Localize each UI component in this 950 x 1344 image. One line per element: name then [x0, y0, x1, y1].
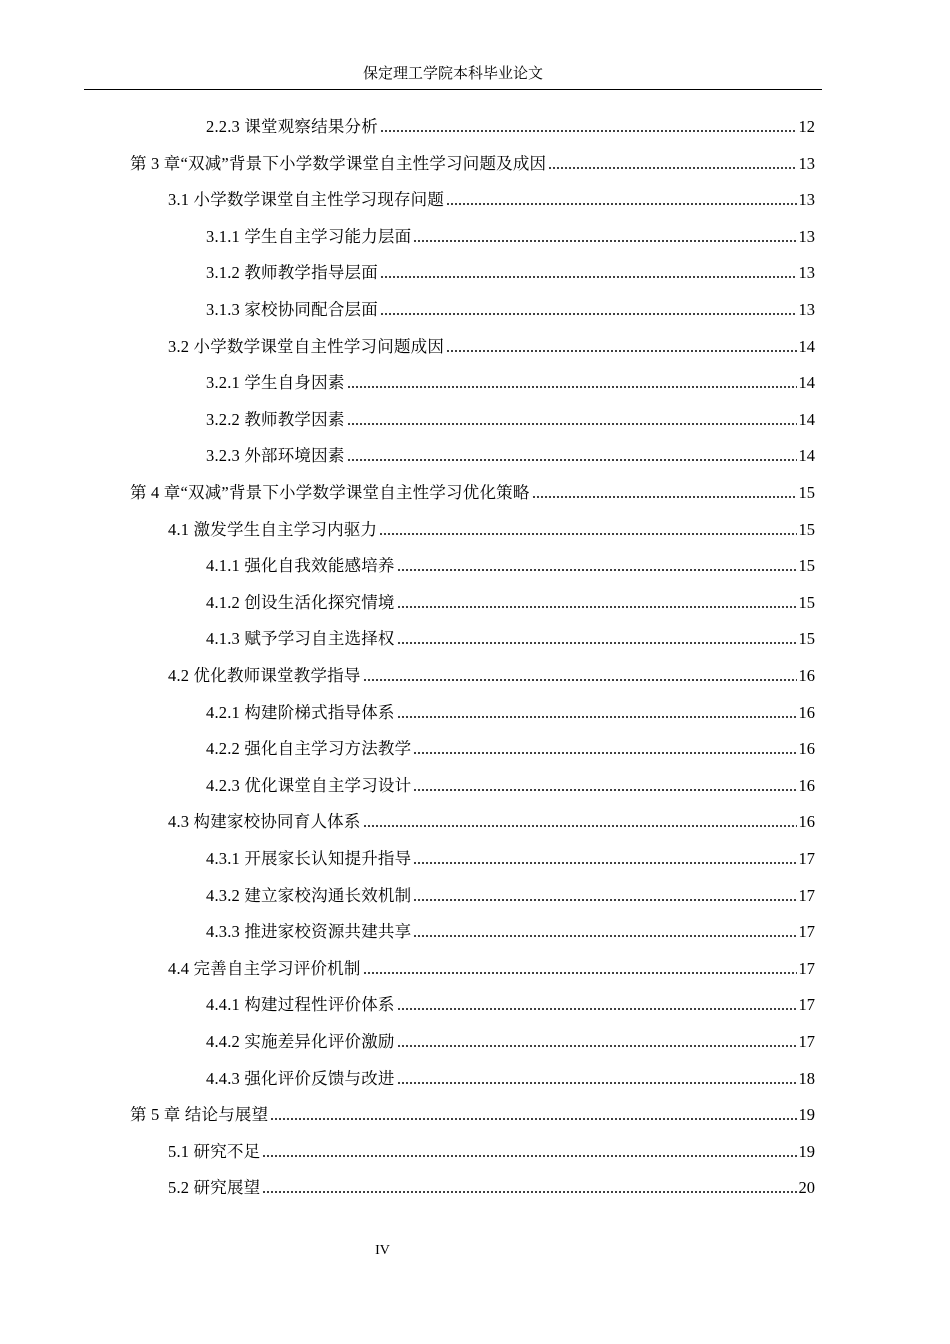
- toc-entry[interactable]: [206, 990, 815, 1016]
- toc-entry-page: 19: [798, 1105, 815, 1125]
- toc-entry-label: 3.1.2 教师教学指导层面: [206, 263, 378, 283]
- toc-entry-label: 4.2.3 优化课堂自主学习设计: [206, 775, 412, 795]
- toc-dot-leader: [413, 859, 796, 865]
- toc-entry-page: 16: [798, 702, 815, 722]
- toc-entry-page: 16: [798, 739, 815, 759]
- toc-entry[interactable]: [168, 185, 815, 211]
- toc-entry-page: 16: [798, 775, 815, 795]
- toc-dot-leader: [397, 566, 797, 572]
- toc-entry-page: 15: [798, 592, 815, 612]
- toc-dot-leader: [397, 639, 797, 645]
- toc-entry[interactable]: [168, 807, 815, 833]
- toc-entry[interactable]: [168, 515, 815, 541]
- toc-dot-leader: [413, 896, 796, 902]
- toc-dot-leader: [262, 1152, 796, 1158]
- toc-dot-leader: [380, 273, 797, 279]
- toc-entry-label: 4.1.3 赋予学习自主选择权: [206, 629, 395, 649]
- toc-entry-page: 18: [798, 1068, 815, 1088]
- toc-entry-label: 4.2.2 强化自主学习方法教学: [206, 739, 412, 759]
- toc-entry[interactable]: [168, 1137, 815, 1163]
- toc-entry[interactable]: [206, 295, 815, 321]
- toc-entry-label: 3.2.3 外部环境因素: [206, 446, 345, 466]
- toc-dot-leader: [413, 932, 796, 938]
- toc-entry[interactable]: [206, 881, 815, 907]
- toc-entry-label: 3.1.3 家校协同配合层面: [206, 300, 378, 319]
- toc-entry-page: 17: [798, 1032, 815, 1051]
- toc-entry-page: 15: [798, 629, 815, 649]
- toc-entry-page: 17: [798, 849, 815, 868]
- toc-entry-label: 3.1 小学数学课堂自主性学习现存问题: [168, 190, 445, 210]
- page-header-title: 保定理工学院本科毕业论文: [362, 66, 543, 82]
- toc-entry-page: 17: [798, 885, 815, 905]
- toc-dot-leader: [363, 969, 797, 975]
- toc-entry-label: 3.2.2 教师教学因素: [206, 409, 345, 429]
- toc-entry-label: 5.2 研究展望: [168, 1178, 261, 1198]
- toc-entry-page: 15: [798, 483, 815, 502]
- toc-dot-leader: [397, 1079, 797, 1085]
- toc-dot-leader: [363, 676, 797, 682]
- toc-entry-label: 4.4.2 实施差异化评价激励: [206, 1032, 395, 1051]
- toc-entry-page: 15: [798, 519, 815, 539]
- toc-entry[interactable]: [168, 332, 815, 358]
- toc-entry[interactable]: [206, 405, 815, 431]
- toc-dot-leader: [379, 530, 796, 536]
- toc-dot-leader: [397, 713, 797, 719]
- toc-entry-label: 4.4.1 构建过程性评价体系: [206, 995, 395, 1015]
- toc-entry-page: 13: [798, 226, 815, 246]
- toc-dot-leader: [363, 822, 797, 828]
- toc-dot-leader: [380, 127, 797, 133]
- toc-entry-page: 17: [798, 922, 815, 942]
- toc-entry[interactable]: [130, 149, 815, 175]
- toc-dot-leader: [413, 237, 796, 243]
- toc-dot-leader: [548, 164, 796, 170]
- toc-entry-label: 4.2.1 构建阶梯式指导体系: [206, 702, 395, 722]
- toc-entry[interactable]: [168, 954, 815, 980]
- toc-entry-page: 20: [798, 1178, 815, 1198]
- toc-entry-page: 13: [798, 190, 815, 210]
- toc-dot-leader: [397, 1042, 797, 1048]
- toc-entry-page: 15: [798, 556, 815, 576]
- toc-entry-page: 16: [798, 812, 815, 832]
- toc-entry-page: 16: [798, 666, 815, 685]
- toc-entry-page: 17: [798, 995, 815, 1015]
- toc-entry-page: 14: [798, 373, 815, 393]
- toc-entry[interactable]: [206, 588, 815, 614]
- toc-dot-leader: [532, 493, 797, 499]
- toc-dot-leader: [347, 420, 797, 426]
- toc-entry-label: 4.4.3 强化评价反馈与改进: [206, 1068, 395, 1088]
- toc-entry-page: 14: [798, 409, 815, 429]
- toc-dot-leader: [446, 200, 796, 206]
- toc-dot-leader: [347, 456, 797, 462]
- toc-entry-label: 3.1.1 学生自主学习能力层面: [206, 226, 412, 246]
- toc-entry-label: 4.4 完善自主学习评价机制: [168, 958, 361, 978]
- toc-entry-label: 4.3.3 推进家校资源共建共享: [206, 922, 412, 942]
- toc-entry-label: 5.1 研究不足: [168, 1141, 261, 1161]
- toc-entry[interactable]: [206, 734, 815, 760]
- toc-entry[interactable]: [206, 624, 815, 650]
- toc-entry-label: 4.1.1 强化自我效能感培养: [206, 556, 395, 576]
- toc-entry[interactable]: [206, 917, 815, 943]
- toc-entry[interactable]: [168, 661, 815, 687]
- toc-dot-leader: [413, 786, 796, 792]
- toc-entry[interactable]: [130, 478, 815, 504]
- toc-entry-page: 13: [798, 300, 815, 319]
- toc-entry-page: 14: [798, 336, 815, 356]
- toc-dot-leader: [380, 310, 797, 316]
- toc-dot-leader: [446, 347, 796, 353]
- toc-entry-label: 第 5 章 结论与展望: [130, 1105, 269, 1125]
- toc-entry-page: 17: [798, 958, 815, 978]
- toc-entry-page: 12: [798, 117, 815, 136]
- toc-entry-label: 4.1.2 创设生活化探究情境: [206, 592, 395, 612]
- toc-dot-leader: [262, 1188, 796, 1194]
- toc-dot-leader: [397, 1005, 797, 1011]
- toc-entry[interactable]: [206, 368, 815, 394]
- toc-entry-label: 4.3.1 开展家长认知提升指导: [206, 849, 412, 868]
- toc-dot-leader: [270, 1115, 796, 1121]
- toc-entry-label: 3.2 小学数学课堂自主性学习问题成因: [168, 336, 445, 356]
- page-number: IV: [375, 1243, 390, 1258]
- toc-entry[interactable]: [206, 1064, 815, 1090]
- toc-dot-leader: [413, 749, 796, 755]
- toc-entry[interactable]: [206, 258, 815, 284]
- toc-entry[interactable]: [130, 1100, 815, 1126]
- toc-entry-label: 4.3.2 建立家校沟通长效机制: [206, 885, 412, 905]
- toc-entry[interactable]: [206, 771, 815, 797]
- toc-dot-leader: [397, 603, 797, 609]
- toc-entry[interactable]: [206, 441, 815, 467]
- toc-entry-page: 13: [798, 153, 815, 173]
- toc-entry-page: 14: [798, 446, 815, 466]
- toc-entry[interactable]: [168, 1173, 815, 1199]
- toc-entry-page: 13: [798, 263, 815, 283]
- toc-entry-label: 第 4 章“双减”背景下小学数学课堂自主性学习优化策略: [130, 483, 530, 502]
- toc-entry-label: 3.2.1 学生自身因素: [206, 373, 345, 393]
- toc-entry-page: 19: [798, 1141, 815, 1161]
- toc-entry[interactable]: [206, 551, 815, 577]
- toc-entry-label: 4.2 优化教师课堂教学指导: [168, 666, 361, 685]
- toc-entry[interactable]: [206, 222, 815, 248]
- toc-entry[interactable]: [206, 698, 815, 724]
- toc-entry-label: 第 3 章“双减”背景下小学数学课堂自主性学习问题及成因: [130, 153, 547, 173]
- toc-entry-label: 4.1 激发学生自主学习内驱力: [168, 519, 378, 539]
- toc-entry[interactable]: [206, 844, 815, 870]
- toc-entry[interactable]: [206, 1027, 815, 1053]
- toc-entry[interactable]: [206, 112, 815, 138]
- toc-entry-label: 2.2.3 课堂观察结果分析: [206, 117, 378, 136]
- header-divider: [84, 89, 822, 90]
- toc-entry-label: 4.3 构建家校协同育人体系: [168, 812, 361, 832]
- toc-dot-leader: [347, 383, 797, 389]
